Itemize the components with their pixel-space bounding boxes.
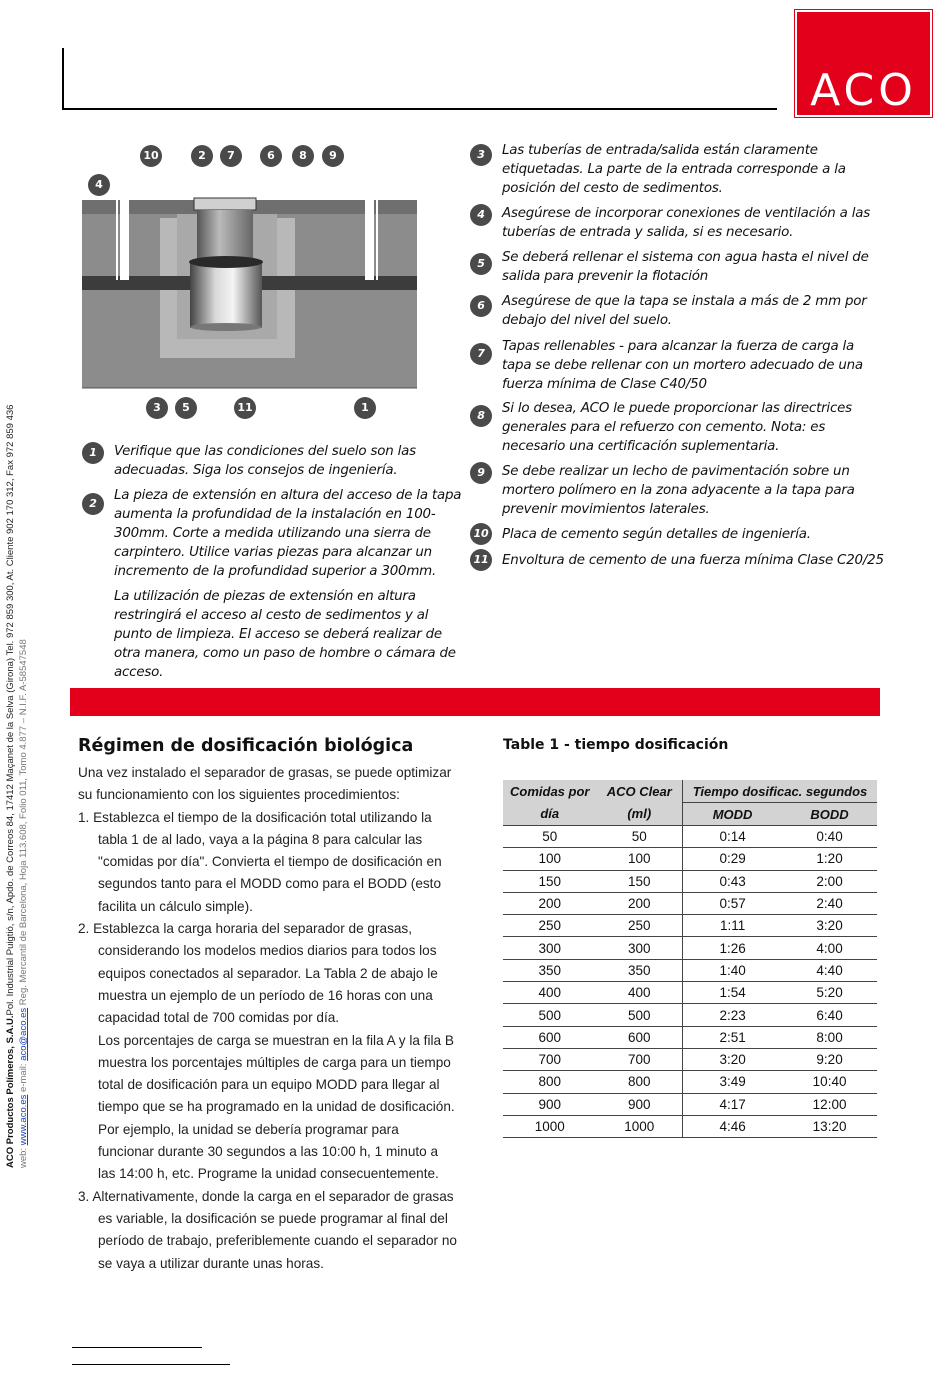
cell-bodd: 4:00 (782, 937, 877, 959)
callout-2: 2 (191, 145, 213, 167)
cell-meals: 800 (503, 1071, 597, 1093)
cell-clear: 600 (597, 1026, 683, 1048)
cell-clear: 350 (597, 959, 683, 981)
cell-meals: 300 (503, 937, 597, 959)
note-9-number: 9 (470, 462, 492, 484)
cell-meals: 1000 (503, 1115, 597, 1137)
callout-8: 8 (292, 145, 314, 167)
callout-11: 11 (234, 397, 256, 419)
company-sidebar (4, 168, 30, 1168)
table-row (503, 1026, 877, 1048)
note-10-number: 10 (470, 523, 492, 545)
note-8-number: 8 (470, 405, 492, 427)
registry-info: Reg. Mercantil de Barcelona, Hoja 113.608, Folio 011, Tomo 4.877 – N.I.F. A-58547548 (18, 639, 29, 1006)
installation-diagram (82, 140, 417, 420)
note-5-number: 5 (470, 253, 492, 275)
logo-text: ACO (810, 65, 917, 116)
cell-meals: 900 (503, 1093, 597, 1115)
cell-meals: 350 (503, 959, 597, 981)
cell-bodd: 1:20 (782, 848, 877, 870)
cell-bodd: 3:20 (782, 915, 877, 937)
cell-bodd: 8:00 (782, 1026, 877, 1048)
note-3 (477, 141, 887, 198)
section-body (78, 762, 458, 1275)
section-title: Régimen de dosificación biológica (78, 736, 414, 756)
header-meals-a: Comidas por (503, 780, 597, 803)
note-10-text: Placa de cemento según detalles de ingeniería. (502, 527, 811, 542)
note-4 (477, 204, 887, 242)
header-meals-b: día (503, 803, 597, 826)
cell-bodd: 9:20 (782, 1048, 877, 1070)
cell-clear: 400 (597, 982, 683, 1004)
cell-bodd: 4:40 (782, 959, 877, 981)
cell-modd: 3:49 (683, 1071, 783, 1093)
note-1-number: 1 (82, 442, 104, 464)
cell-modd: 4:17 (683, 1093, 783, 1115)
cell-meals: 150 (503, 870, 597, 892)
table-row (503, 1004, 877, 1026)
cell-meals: 100 (503, 848, 597, 870)
cell-bodd: 6:40 (782, 1004, 877, 1026)
aco-logo (795, 10, 932, 117)
table-row (503, 1115, 877, 1137)
cell-clear: 250 (597, 915, 683, 937)
cell-bodd: 0:40 (782, 826, 877, 848)
note-7-number: 7 (470, 343, 492, 365)
callout-4: 4 (88, 174, 110, 196)
note-3-text: Las tuberías de entrada/salida están claramente etiquetadas. La parte de la entrada corresponde a la posición del cesto de sedimentos. (502, 143, 846, 196)
cell-meals: 250 (503, 915, 597, 937)
callout-7: 7 (220, 145, 242, 167)
step-2-detail: Los porcentajes de carga se muestran en la fila A y la fila B muestra los porcentajes múltiples de carga para un tiempo total de dosificación para un equipo MODD para llegar al tiempo que se ha programado en la unidad de dosificación. Por ejemplo, la unidad se debería programar para funcionar durante 30 segundos a las 10:00 h, 1 minuto a las 14:00 h, etc. Programe la unidad consecuentemente. (98, 1032, 455, 1182)
header-clear-a: ACO Clear (597, 780, 683, 803)
cell-modd: 1:54 (683, 982, 783, 1004)
note-9 (477, 462, 887, 519)
callout-5: 5 (175, 397, 197, 419)
cell-bodd: 5:20 (782, 982, 877, 1004)
cell-clear: 1000 (597, 1115, 683, 1137)
cell-clear: 150 (597, 870, 683, 892)
dosing-table-body (503, 826, 877, 1138)
footer-rule-1 (72, 1347, 202, 1348)
note-7 (477, 337, 887, 394)
note-6 (477, 292, 887, 330)
header-horizontal-rule (62, 108, 777, 110)
note-1 (89, 442, 464, 480)
cell-bodd: 2:40 (782, 892, 877, 914)
installation-drawing (82, 140, 417, 420)
cell-bodd: 13:20 (782, 1115, 877, 1137)
cell-bodd: 12:00 (782, 1093, 877, 1115)
cell-clear: 800 (597, 1071, 683, 1093)
cell-modd: 0:29 (683, 848, 783, 870)
note-2-extension (114, 587, 464, 682)
table-row (503, 915, 877, 937)
table-row (503, 1093, 877, 1115)
cell-modd: 0:14 (683, 826, 783, 848)
note-5 (477, 248, 887, 286)
note-2-text: La pieza de extensión en altura del acceso de la tapa aumenta la profundidad de la instalación en 100-300mm. Corte a medida utilizando una sierra de carpintero. Utilice varias piezas para alcanzar un incremento de la profundidad superior a 300mm. (114, 488, 462, 579)
note-1-text: Verifique que las condiciones del suelo son las adecuadas. Siga los consejos de ingeniería. (114, 444, 416, 478)
note-8-text: Si lo desea, ACO le puede proporcionar las directrices generales para el refuerzo con cemento. Nota: es necesario una certificación suplementaria. (502, 401, 852, 454)
header-modd: MODD (683, 803, 783, 826)
table-row (503, 892, 877, 914)
note-2-extension-text: La utilización de piezas de extensión en altura restringirá el acceso al cesto de sedimentos y al punto de limpieza. El acceso se deberá realizar de otra manera, como un paso de hombre o cámara de acceso. (114, 589, 456, 680)
callout-1: 1 (354, 397, 376, 419)
table-row (503, 982, 877, 1004)
table-caption: Table 1 - tiempo dosificación (503, 737, 729, 753)
note-7-text: Tapas rellenables - para alcanzar la fuerza de carga la tapa se debe rellenar con un mortero adecuado de una fuerza mínima de Clase C40/50 (502, 339, 863, 392)
note-4-number: 4 (470, 204, 492, 226)
cell-clear: 200 (597, 892, 683, 914)
cell-modd: 1:11 (683, 915, 783, 937)
step-1: 1. Establezca el tiempo de la dosificación total utilizando la tabla 1 de al lado, vaya a la página 8 para calcular las "comidas por día". Convierta el tiempo de dosificación en segundos tanto para el MODD como para el BODD (esto facilita un cálculo simple). (78, 809, 442, 914)
email-label: e-mail: (18, 1063, 29, 1092)
cell-bodd: 10:40 (782, 1071, 877, 1093)
callout-9: 9 (322, 145, 344, 167)
note-6-text: Asegúrese de que la tapa se instala a más de 2 mm por debajo del nivel del suelo. (502, 294, 867, 328)
cell-clear: 50 (597, 826, 683, 848)
note-2-number: 2 (82, 493, 104, 515)
note-3-number: 3 (470, 144, 492, 166)
cell-clear: 700 (597, 1048, 683, 1070)
header-vertical-rule (62, 48, 64, 110)
footer-rule-2 (72, 1364, 230, 1365)
table-row (503, 1048, 877, 1070)
note-5-text: Se deberá rellenar el sistema con agua hasta el nivel de salida para prevenir la flotación (502, 250, 869, 284)
cell-modd: 0:43 (683, 870, 783, 892)
note-11-text: Envoltura de cemento de una fuerza mínima Clase C20/25 (502, 553, 884, 568)
note-11 (473, 551, 887, 570)
cell-meals: 200 (503, 892, 597, 914)
note-8 (477, 399, 887, 456)
note-11-number: 11 (470, 549, 492, 571)
callout-10: 10 (140, 145, 162, 167)
cell-meals: 50 (503, 826, 597, 848)
cell-meals: 400 (503, 982, 597, 1004)
header-bodd: BODD (782, 803, 877, 826)
note-2 (89, 486, 464, 581)
table-row (503, 870, 877, 892)
table-row (503, 848, 877, 870)
cell-modd: 3:20 (683, 1048, 783, 1070)
table-row (503, 959, 877, 981)
cell-modd: 4:46 (683, 1115, 783, 1137)
table-row (503, 937, 877, 959)
note-4-text: Asegúrese de incorporar conexiones de ventilación a las tuberías de entrada y salida, si es necesario. (502, 206, 871, 240)
step-3: 3. Alternativamente, donde la carga en el separador de grasas es variable, la dosificación se puede programar al final del período de trabajo, preferiblemente cuando el separador no se vaya a utilizar durante unas horas. (78, 1188, 457, 1271)
cell-modd: 1:40 (683, 959, 783, 981)
cell-clear: 100 (597, 848, 683, 870)
step-2: 2. Establezca la carga horaria del separador de grasas, considerando los modelos medios diarios para todos los equipos conectados al separador. La Tabla 2 de abajo le muestra un ejemplo de un período de 16 horas con una capacidad total de 700 comidas por día. (78, 921, 438, 1026)
cell-modd: 0:57 (683, 892, 783, 914)
section-intro: Una vez instalado el separador de grasas, se puede optimizar su funcionamiento con los siguientes procedimientos: (78, 765, 452, 803)
cell-modd: 2:23 (683, 1004, 783, 1026)
web-link[interactable]: www.aco.es (18, 1094, 29, 1146)
note-10 (473, 525, 887, 544)
note-9-text: Se debe realizar un lecho de pavimentación sobre un mortero polímero en la zona adyacente a la tapa para prevenir movimientos laterales. (502, 464, 855, 517)
company-address: Pol. Industrial Puigtió, s/n, Apdo. de Correos 84, 17412 Maçanet de la Selva (Girona) Tel. 972 859 300, At. Cliente 902 170 312, Fax 972 859 436 (5, 404, 16, 1016)
cell-modd: 1:26 (683, 937, 783, 959)
email-link[interactable]: aco@aco.es (18, 1007, 29, 1061)
header-time: Tiempo dosificac. segundos (683, 780, 877, 803)
table-row (503, 826, 877, 848)
dosing-table (503, 780, 877, 1138)
cell-meals: 700 (503, 1048, 597, 1070)
cell-clear: 500 (597, 1004, 683, 1026)
header-clear-b: (ml) (597, 803, 683, 826)
cell-meals: 600 (503, 1026, 597, 1048)
callout-3: 3 (146, 397, 168, 419)
company-name: ACO Productos Polímeros, S.A.U. (5, 1015, 16, 1168)
cell-bodd: 2:00 (782, 870, 877, 892)
cell-clear: 300 (597, 937, 683, 959)
cell-clear: 900 (597, 1093, 683, 1115)
cell-meals: 500 (503, 1004, 597, 1026)
cell-modd: 2:51 (683, 1026, 783, 1048)
web-label: web: (18, 1147, 29, 1168)
section-divider-bar (70, 688, 880, 716)
table-row (503, 1071, 877, 1093)
callout-6: 6 (260, 145, 282, 167)
note-6-number: 6 (470, 295, 492, 317)
